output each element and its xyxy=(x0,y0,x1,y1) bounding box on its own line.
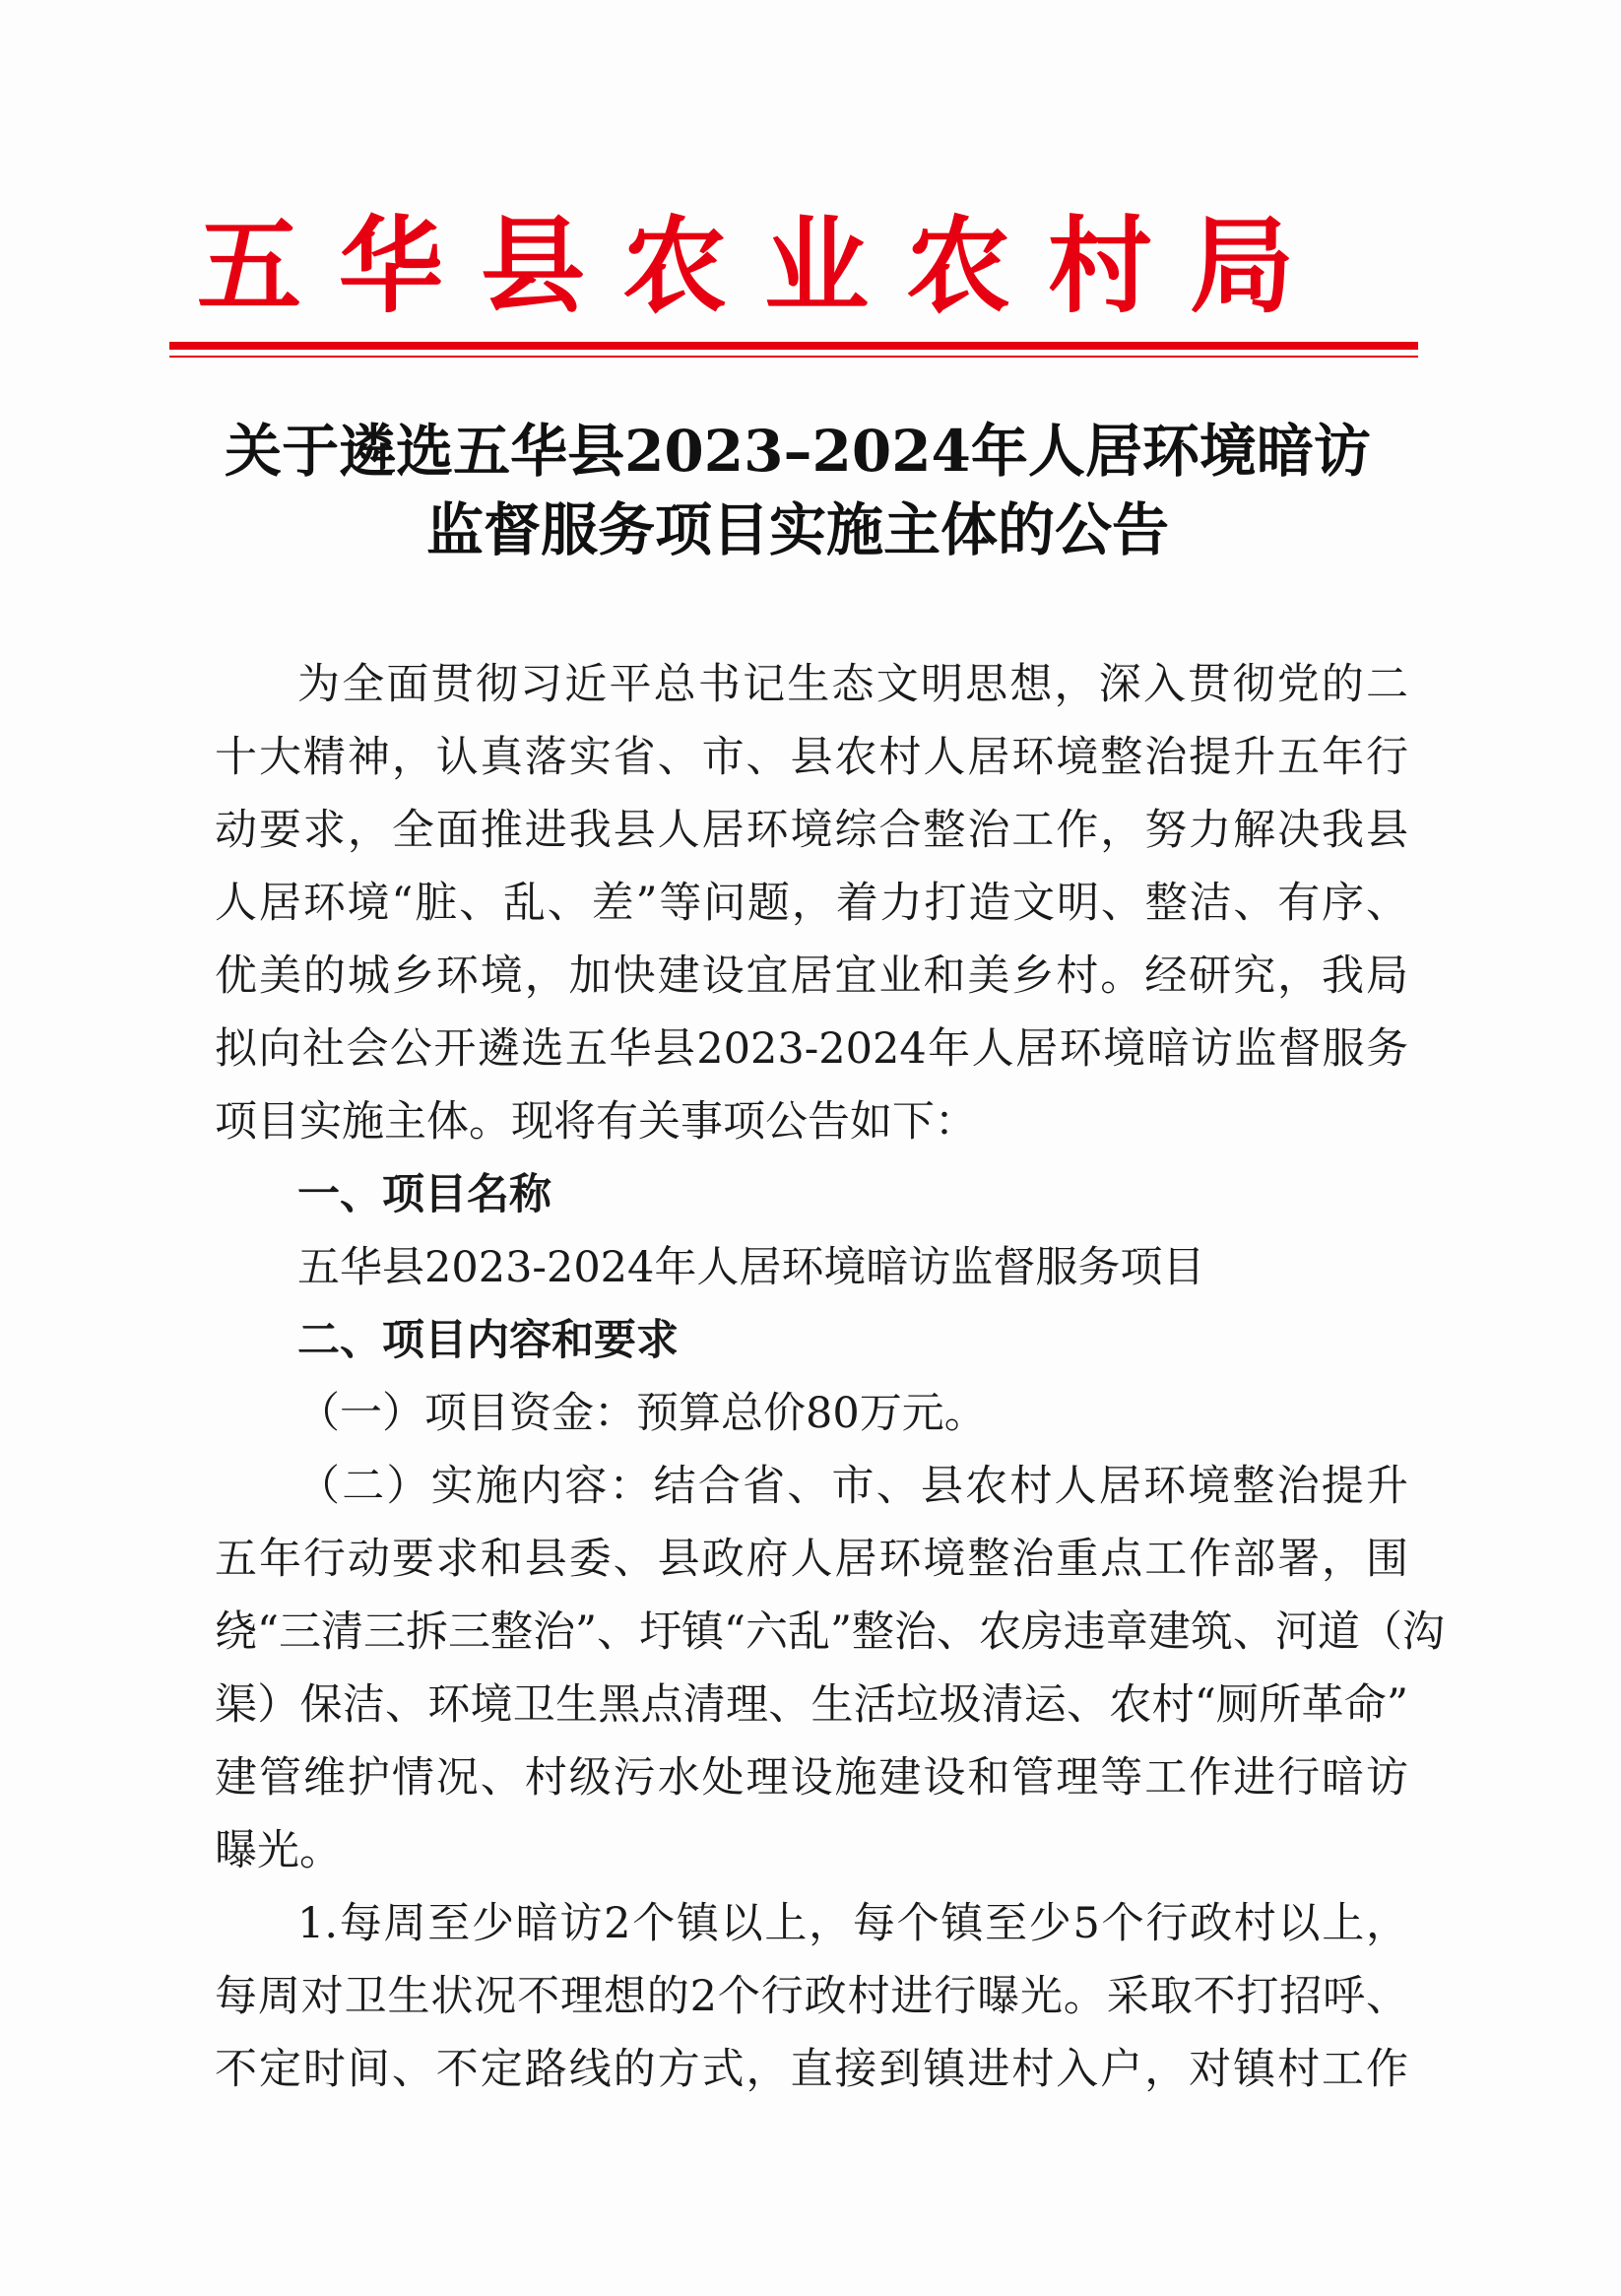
body-line: 每周对卫生状况不理想的2个行政村进行曝光。采取不打招呼、 xyxy=(215,1972,1408,2021)
body-line: 渠）保洁、环境卫生黑点清理、生活垃圾清运、农村“厕所革命” xyxy=(215,1680,1408,1730)
document-title-line-2: 监督服务项目实施主体的公告 xyxy=(425,496,1169,563)
body-line: 优美的城乡环境，加快建设宜居宜业和美乡村。经研究，我局 xyxy=(215,951,1408,1001)
body-line: 绕“三清三拆三整治”、圩镇“六乱”整治、农房违章建筑、河道（沟 xyxy=(215,1607,1445,1657)
body-line: 人居环境“脏、乱、差”等问题，着力打造文明、整洁、有序、 xyxy=(215,879,1408,928)
body-line: 项目实施主体。现将有关事项公告如下： xyxy=(215,1097,977,1147)
section-heading-1: 一、项目名称 xyxy=(297,1170,551,1219)
body-line: （二）实施内容：结合省、市、县农村人居环境整治提升 xyxy=(297,1462,1408,1511)
document-title-line-1: 关于遴选五华县2023–2024年人居环境暗访 xyxy=(225,418,1371,485)
document-body xyxy=(215,0,1445,2296)
body-line: 不定时间、不定路线的方式，直接到镇进村入户，对镇村工作 xyxy=(215,2045,1408,2094)
body-line: 1.每周至少暗访2个镇以上，每个镇至少5个行政村以上， xyxy=(297,1899,1408,1948)
body-line: 十大精神，认真落实省、市、县农村人居环境整治提升五年行 xyxy=(215,733,1408,782)
body-line: 五年行动要求和县委、县政府人居环境整治重点工作部署，围 xyxy=(215,1535,1408,1584)
project-fund-text: （一）项目资金：预算总价80万元。 xyxy=(297,1389,987,1438)
project-name-text: 五华县2023-2024年人居环境暗访监督服务项目 xyxy=(297,1243,1205,1292)
section-heading-2: 二、项目内容和要求 xyxy=(297,1316,679,1365)
body-line: 动要求，全面推进我县人居环境综合整治工作，努力解决我县 xyxy=(215,806,1408,855)
org-header-title: 五华县农业农村局 xyxy=(197,204,1331,327)
body-line: 建管维护情况、村级污水处理设施建设和管理等工作进行暗访 xyxy=(215,1753,1408,1803)
body-line: 拟向社会公开遴选五华县2023-2024年人居环境暗访监督服务 xyxy=(215,1024,1408,1074)
body-line: 为全面贯彻习近平总书记生态文明思想，深入贯彻党的二 xyxy=(297,660,1408,709)
body-line: 曝光。 xyxy=(215,1826,342,1875)
